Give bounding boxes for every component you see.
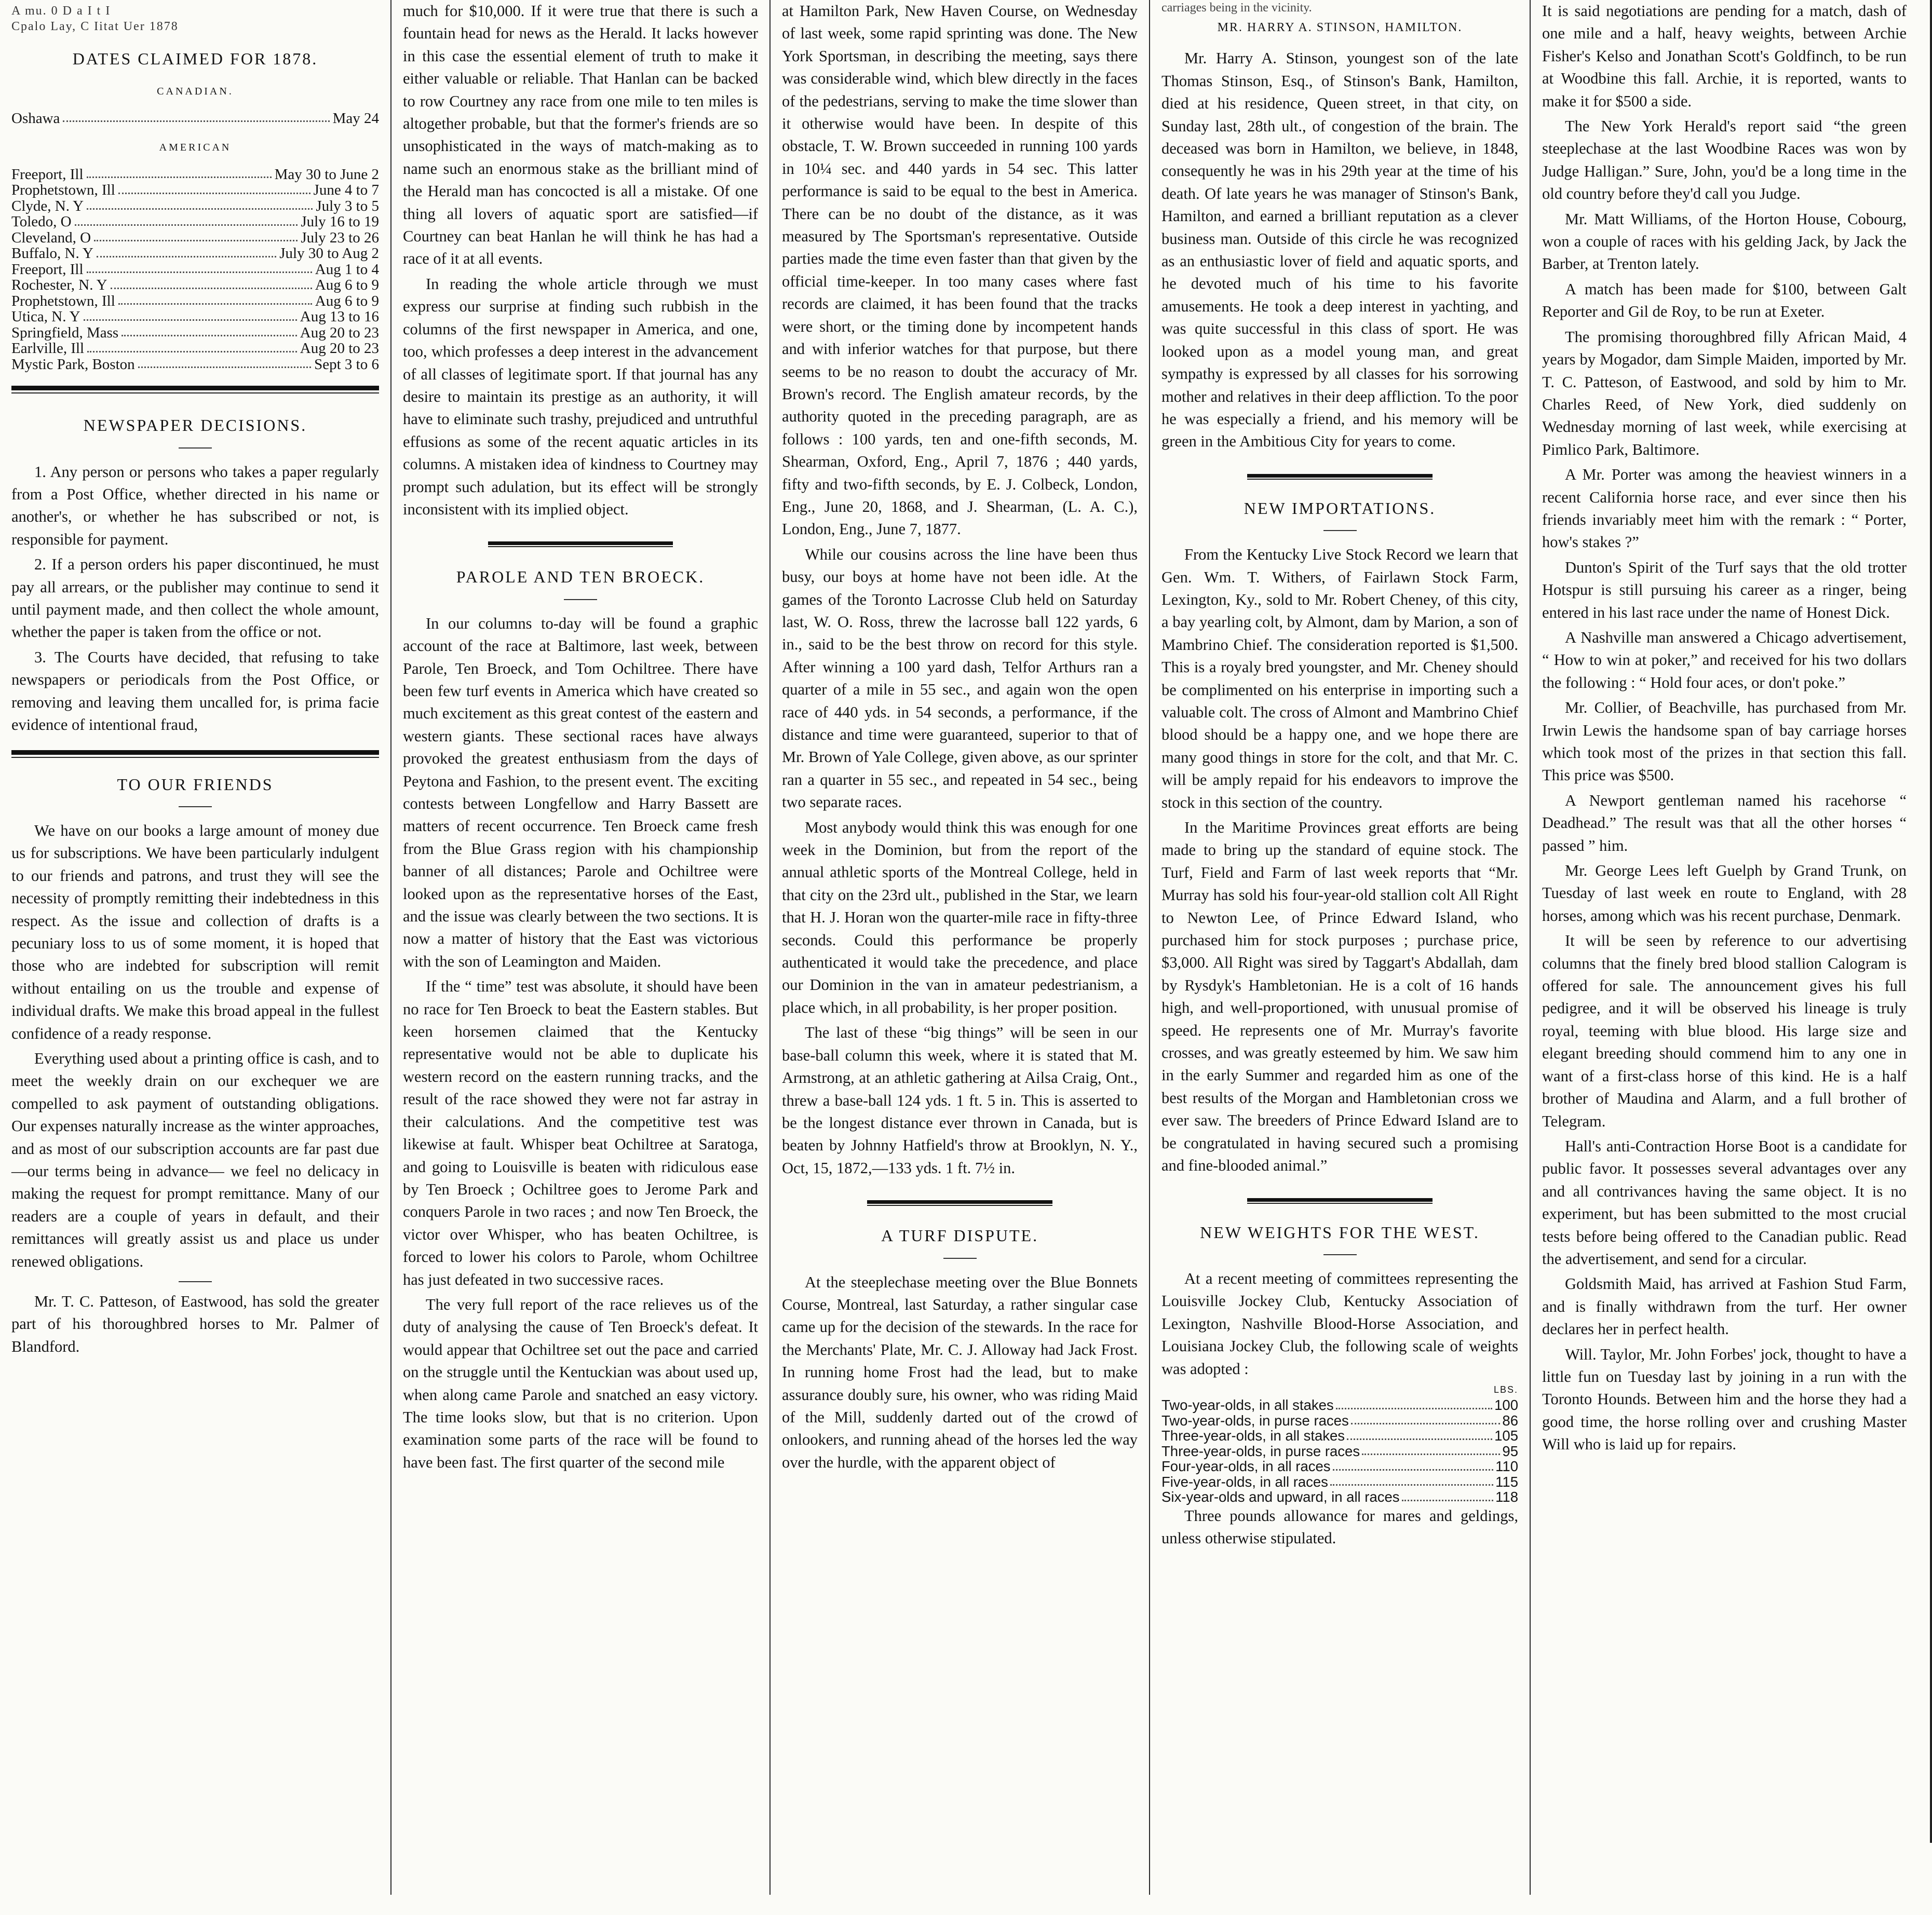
date-range: Aug 20 to 23: [300, 340, 379, 357]
date-place: Toledo, O: [11, 213, 72, 230]
date-range: Aug 6 to 9: [315, 292, 379, 309]
date-place: Utica, N. Y: [11, 308, 80, 325]
dot-leader: [118, 182, 310, 194]
importations-heading: NEW IMPORTATIONS.: [1244, 498, 1436, 518]
column-5: [1531, 0, 1918, 1915]
item-dash: [179, 1281, 212, 1282]
news-item: Mr. Collier, of Beachville, has purchased from Mr. Irwin Lewis the handsome span of bay carriage horses which took most of the prizes in that section this fall. This price was $500.: [1542, 699, 1907, 784]
weights-table: [1161, 1382, 1518, 1505]
date-place: Prophetstown, Ill: [11, 292, 115, 309]
weight-row: [1161, 1444, 1518, 1459]
weight-class: Four-year-olds, in all races: [1161, 1458, 1331, 1475]
section-rule: [488, 541, 673, 545]
news-item: A Mr. Porter was among the heaviest winners in a recent California horse race, and ever since then his friends invariably meet him with the remark : “ Porter, how's stakes ?”: [1542, 466, 1907, 551]
news-item: The New York Herald's report said “the green steeplechase at the last Woodbine Races was won by Judge Halligan.” Sure, John, you'd be a long time in the old country before they'd call you Judge.: [1542, 117, 1907, 203]
date-place: Clyde, N. Y: [11, 197, 84, 214]
date-entry: [11, 230, 379, 246]
date-range: Aug 1 to 4: [315, 261, 379, 278]
weight-class: Two-year-olds, in purse races: [1161, 1412, 1349, 1429]
dot-leader: [138, 357, 311, 369]
date-range: July 16 to 19: [301, 213, 379, 230]
heading-dash: [943, 1258, 977, 1259]
news-item: It will be seen by reference to our advertising columns that the finely bred blood stallion Calogram is offered for sale. The announcement gives his full pedigree, and it will be observed his lineage is truly royal, teeming with blue blood. His large size and elegant breeding should commend him to any one in want of a first-class horse of this kind. He is a half brother of Maudina and Alarm, and a full brother of Telegram.: [1542, 932, 1907, 1130]
date-entry: [11, 111, 379, 127]
date-entry: [11, 357, 379, 373]
news-item: A Nashville man answered a Chicago advertisement, “ How to win at poker,” and received for his two dollars the following : “ Hold four aces, or don't poke.”: [1542, 628, 1907, 691]
news-item: Hall's anti-Contraction Horse Boot is a candidate for public favor. It possesses several advantages over any and all contrivances having the same object. It is no experiment, but has been submitted to the most crucial tests before being offered to the Canadian public. Read the advertisement, and send for a circular.: [1542, 1137, 1907, 1268]
stinson-byline: MR. HARRY A. STINSON, HAMILTON.: [1217, 21, 1463, 34]
news-item: A match has been made for $100, between Galt Reporter and Gil de Roy, to be run at Exeter.: [1542, 280, 1907, 321]
dot-leader: [75, 214, 298, 226]
weight-value: 110: [1495, 1458, 1518, 1475]
herald-paragraph: much for $10,000. If it were true that there is such a fountain head for news as the Herald. It lacks however in this case the essential element of truth to make it either valuable or reliable. That Hanlan can be backed to row Courtney any race from one mile to ten miles is altogether probable, but that the former's friends are so unsophisticated in the ways of match-making as to name such an enormous stake as the brilliant mind of the Herald man has concocted is all a mistake. Of one thing all lovers of aquatic sport are satisfied—if Courtney can beat Hanlan he will think he has had a race of it at all events.: [403, 2, 758, 268]
date-place: Rochester, N. Y: [11, 277, 107, 294]
masthead-line: A mu. 0 D a I t I: [11, 4, 111, 18]
parole-paragraph: If the “ time” test was absolute, it should have been no race for Ten Broeck to beat the Eastern stables. But keen horsemen claimed that the Kentucky representative would not be able to duplicate his western record on the eastern running tracks, and the result of the race showed they were not far astray in their calculations. And the competitive test was likewise at fault. Whisper beat Ochiltree at Saratoga, and going to Louisville is beaten with ridiculous ease by Ten Broeck ; Ochiltree goes to Jerome Park and conquers Parole in two races ; and now Ten Broeck, the victor over Whisper, who has beaten Ochiltree, is forced to lower his colors to Parole, whom Ochiltree has just defeated in two successive races.: [403, 977, 758, 1288]
date-place: Prophetstown, Ill: [11, 182, 115, 199]
date-entry: [11, 246, 379, 262]
friends-paragraph: Everything used about a printing office is cash, and to meet the weekly drain on our exchequer we are compelled to ask payment of outstanding obligations. Our expenses naturally increase as the winter approaches, and as most of our subscription accounts are far past due —our terms being in advance— we feel no delicacy in making the request for prompt remittance. Many of our readers are a couple of years in default, and their remittances will greatly assist us and place us under renewed obligations.: [11, 1049, 379, 1270]
news-item: It is said negotiations are pending for a match, dash of one mile and a half, heavy weights, between Archie Fisher's Kelso and Jonathan Scott's Goldfinch, to be run at Woodbine this fall. Archie, it is reported, wants to make it for $500 a side.: [1542, 2, 1907, 110]
section-rule: [11, 386, 379, 390]
heading-dash: [179, 806, 212, 807]
dot-leader: [111, 277, 312, 289]
column-2: [391, 0, 769, 1915]
heading-dash: [1323, 1254, 1357, 1255]
heading-dash: [564, 599, 597, 600]
date-range: Sept 3 to 6: [314, 356, 379, 373]
dot-leader: [63, 111, 329, 123]
date-range: May 24: [332, 110, 379, 127]
dot-leader: [87, 262, 312, 274]
section-rule: [1247, 1203, 1433, 1204]
weight-value: 115: [1495, 1473, 1518, 1490]
dot-leader: [1347, 1428, 1492, 1440]
date-place: Springfield, Mass: [11, 324, 119, 341]
weights-heading: NEW WEIGHTS FOR THE WEST.: [1200, 1223, 1480, 1242]
section-rule: [1247, 479, 1433, 480]
section-rule: [488, 546, 673, 547]
section-rule: [11, 757, 379, 758]
date-entry: [11, 325, 379, 341]
date-place: Oshawa: [11, 110, 60, 127]
weight-row: [1161, 1459, 1518, 1474]
dot-leader: [1330, 1474, 1493, 1486]
sprint-paragraph: While our cousins across the line have been thus busy, our boys at home have not been idle. At the games of the Toronto Lacrosse Club held on Saturday last, W. O. Ross, threw the lacrosse ball 122 yards, 6 in., said to be the best throw on record for this style. After winning a 100 yard dash, Telfor Arthurs ran a quarter of a mile in 55 sec., and again won the open race of 440 yds. in 54 seconds, a performance, if the distance and time were guaranteed, superior to that of Mr. Brown of Yale College, given above, as our sprinter ran a quarter in 55 sec., and repeated in 54 sec., being two separate races.: [782, 545, 1138, 811]
date-range: Aug 13 to 16: [300, 308, 379, 325]
dot-leader: [1336, 1397, 1492, 1409]
news-item: Will. Taylor, Mr. John Forbes' jock, thought to have a little fun on Tuesday last by joining in a run with the Toronto Hounds. Between him and the horse they had a good time, the horse rolling over and crushing Master Will who is laid up for repairs.: [1542, 1345, 1907, 1454]
section-rule: [11, 392, 379, 393]
weights-note: Three pounds allowance for mares and geldings, unless otherwise stipulated.: [1161, 1506, 1518, 1547]
date-entry: [11, 309, 379, 325]
weight-value: 95: [1502, 1443, 1518, 1459]
news-item: Mr. George Lees left Guelph by Grand Trunk, on Tuesday of last week en route to England, with 28 horses, among which was his recent purchase, Denmark.: [1542, 862, 1907, 925]
sprint-paragraph: at Hamilton Park, New Haven Course, on Wednesday of last week, some rapid sprinting was done. The New York Sportsman, in describing the meeting, says there was considerable wind, which blew directly in the faces of the pedestrians, serving to make the time slower than it otherwise would have been. In despite of this obstacle, T. W. Brown succeeded in running 100 yards in 10¼ sec. and 440 yards in 54 sec. This latter performance is said to be equal to the best in America. There can be no doubt of the distance, as it was measured by The Sportsman's representative. Outside parties made the time even faster than that given by the official time-keeper. In too many cases where fast records are claimed, it has been found that the tracks were short, or the timing done by incompetent hands and with inferior watches for that purpose, but there seems to be no reason to doubt the accuracy of Mr. Brown's record. The English amateur records, by the authority quoted in the preceding paragraph, are as follows : 100 yards, ten and one-fifth seconds, M. Shearman, Oxford, Eng., April 7, 1876 ; 440 yards, fifty and two-fifth seconds, by E. J. Colbeck, London, Eng., June 20, 1868, and J. Shearman, (L. A. C.), London, Eng., June 7, 1877.: [782, 2, 1138, 538]
column-4: [1150, 0, 1530, 1915]
date-range: May 30 to June 2: [274, 166, 379, 183]
dot-leader: [121, 325, 297, 337]
date-range: Aug 20 to 23: [300, 324, 379, 341]
column-1: [0, 0, 390, 1915]
date-place: Mystic Park, Boston: [11, 356, 135, 373]
weight-value: 118: [1495, 1489, 1518, 1505]
date-place: Buffalo, N. Y: [11, 245, 93, 262]
parole-paragraph: In our columns to-day will be found a graphic account of the race at Baltimore, last week, between Parole, Ten Broeck, and Tom Ochiltree. There have been few turf events in America which have created so much excitement as this great contest of the eastern and western giants. These sectional races have always provoked the greatest enthusiasm from the days of Peytona and Fashion, to the present event. The exciting contests between Longfellow and Harry Bassett are matters of recent occurrence. Ten Broeck came fresh from the Blue Grass region with his championship banner of all distances; Parole and Ochiltree were looked upon as the representative horses of the East, and the issue was clearly between the two sections. It is now a matter of history that the East was victorious with the son of Leamington and Maiden.: [403, 614, 758, 970]
dot-leader: [118, 293, 312, 305]
news-item: Dunton's Spirit of the Turf says that the old trotter Hotspur is still pursuing his career as a ringer, being entered in his last race under the name of Honest Dick.: [1542, 558, 1907, 621]
heading-dash: [179, 447, 212, 449]
section-rule: [867, 1200, 1052, 1204]
dates-claimed-heading: DATES CLAIMED FOR 1878.: [72, 49, 318, 68]
date-entry: [11, 293, 379, 309]
date-entry: [11, 182, 379, 198]
date-entry: [11, 167, 379, 183]
friends-paragraph: We have on our books a large amount of money due us for subscriptions. We have been particularly indulgent to our friends and patrons, and trust they will see the necessity of promptly remitting their indebtedness in this respect. As the issue and collection of drafts is a pecuniary loss to us of some moment, it is hoped that those who are indebted for subscription will remit without entailing on us the trouble and expense of individual drafts. We make this broad appeal in the fullest confidence of a ready response.: [11, 821, 379, 1042]
weight-class: Three-year-olds, in purse races: [1161, 1443, 1360, 1459]
weight-value: 86: [1502, 1412, 1518, 1429]
dot-leader: [87, 198, 313, 210]
carryover-line: carriages being in the vicinity.: [1161, 1, 1312, 15]
canadian-dates: [11, 111, 379, 127]
decision-2: 2. If a person orders his paper discontinued, he must pay all arrears, or the publisher may continue to send it until payment made, and then collect the whole amount, whether the paper is taken from the office or not.: [11, 555, 379, 641]
dispute-paragraph: At the steeplechase meeting over the Blue Bonnets Course, Montreal, last Saturday, a rather singular case came up for the decision of the stewards. In the race for the Merchants' Plate, Mr. C. J. Alloway had Jack Frost. In running home Frost had the lead, but to make assurance doubly sure, his owner, who was riding Maid of the Mill, suddenly darted out of the crowd of onlookers, and running ahead of the horses led the way over the hurdle, with the apparent object of: [782, 1273, 1138, 1471]
date-range: Aug 6 to 9: [315, 277, 379, 294]
dot-leader: [97, 246, 276, 257]
weights-unit: LBS.: [1493, 1384, 1518, 1395]
date-range: June 4 to 7: [313, 182, 379, 199]
section-rule: [11, 750, 379, 755]
column-3: [771, 0, 1149, 1915]
weight-class: Three-year-olds, in all stakes: [1161, 1428, 1345, 1444]
importations-paragraph: From the Kentucky Live Stock Record we learn that Gen. Wm. T. Withers, of Fairlawn Stock Farm, Lexington, Ky., sold to Mr. Robert Cheney, of this city, a bay yearling colt, by Almont, dam by Marion, a son of Mambrino Chief. The consideration reported is $1,500. This is a royaly bred youngster, and Mr. Cheney should be complimented on his enterprise in importing such a valuable colt. The cross of Almont and Mambrino Chief blood should be a happy one, and we hope there are many good things in store for the colt, and that Mr. C. will be amply repaid for his endeavors to improve the stock in this section of the country.: [1161, 546, 1518, 811]
news-item: Mr. Matt Williams, of the Horton House, Cobourg, won a couple of races with his gelding Jack, by Jack the Barber, at Trenton lately.: [1542, 210, 1907, 273]
date-place: Freeport, Ill: [11, 166, 84, 183]
date-entry: [11, 262, 379, 278]
herald-paragraph: In reading the whole article through we must express our surprise at finding such rubbish in the columns of the first newspaper in America, and one, too, which professes a deep interest in the advancement of all classes of legitimate sport. If that journal has any desire to maintain its prestige as an authority, it will have to eliminate such trashy, prejudiced and untruthful effusions as some of the recent aquatic articles in its columns. A mistaken idea of kindness to Courtney may prompt such adulation, but its effect will be strongly inconsistent with its implied object.: [403, 275, 758, 518]
date-place: Cleveland, O: [11, 229, 91, 246]
weight-row: [1161, 1413, 1518, 1429]
american-dates: [11, 167, 379, 373]
date-range: July 30 to Aug 2: [279, 245, 379, 262]
decision-1: 1. Any person or persons who takes a paper regularly from a Post Office, whether directed in his name or another's, or whether he has subscribed or not, is responsible for payment.: [11, 463, 379, 548]
weight-value: 105: [1494, 1428, 1518, 1444]
news-item: A Newport gentleman named his racehorse “ Deadhead.” The result was that all the other horses “ passed ” him.: [1542, 791, 1907, 854]
decision-3: 3. The Courts have decided, that refusing to take newspapers or periodicals from the Post Office, or removing and leaving them uncalled for, is prima facie evidence of intentional fraud,: [11, 648, 379, 734]
date-place: Earlville, Ill: [11, 340, 85, 357]
weight-class: Five-year-olds, in all races: [1161, 1473, 1328, 1490]
parole-heading: PAROLE AND TEN BROECK.: [456, 567, 705, 587]
decisions-heading: NEWSPAPER DECISIONS.: [83, 416, 307, 435]
masthead: [11, 3, 379, 34]
date-range: July 23 to 26: [301, 229, 379, 246]
dot-leader: [84, 309, 297, 321]
dot-leader: [1402, 1489, 1494, 1501]
section-rule: [1247, 474, 1433, 478]
date-entry: [11, 277, 379, 293]
weights-rows: [1161, 1397, 1518, 1505]
weight-row: [1161, 1397, 1518, 1413]
dot-leader: [1351, 1413, 1501, 1425]
dot-leader: [1362, 1444, 1500, 1456]
section-rule: [1247, 1198, 1433, 1202]
page-edge-rule: [1930, 0, 1932, 1843]
masthead-line: Cpalo Lay, C Iitat Uer 1878: [11, 20, 179, 33]
weight-class: Two-year-olds, in all stakes: [1161, 1397, 1334, 1414]
date-entry: [11, 214, 379, 230]
date-entry: [11, 198, 379, 214]
news-items: [1542, 0, 1907, 1456]
canadian-label: CANADIAN.: [157, 86, 234, 98]
weight-value: 100: [1494, 1397, 1518, 1414]
dot-leader: [87, 167, 272, 179]
dot-leader: [87, 341, 297, 352]
dot-leader: [1333, 1459, 1494, 1471]
weights-intro: At a recent meeting of committees representing the Louisville Jockey Club, Kentucky Association of Lexington, Nashville Blood-Horse Association, and Louisiana Jockey Club, the following scale of weights was adopted :: [1161, 1269, 1518, 1378]
news-item: The promising thoroughbred filly African Maid, 4 years by Mogador, dam Simple Maiden, imported by Mr. T. C. Patteson, of Eastwood, and sold by him to Mr. Charles Reed, of New York, died suddenly on Wednesday morning of last week, while exercising at Pimlico Park, Baltimore.: [1542, 328, 1907, 458]
heading-dash: [1323, 530, 1357, 531]
turf-dispute-heading: A TURF DISPUTE.: [881, 1226, 1039, 1245]
dot-leader: [94, 230, 298, 242]
date-range: July 3 to 5: [316, 197, 379, 214]
section-rule: [867, 1205, 1052, 1206]
parole-paragraph: The very full report of the race relieves us of the duty of analysing the cause of Ten Broeck's defeat. It would appear that Ochiltree set out the pace and carried on the struggle until the Kentuckian was about used up, when along came Parole and snatched an easy victory. The time looks slow, but that is no criterion. Upon examination some parts of the race will be found to have been fast. The first quarter of the second mile: [403, 1295, 758, 1471]
sprint-paragraph: Most anybody would think this was enough for one week in the Dominion, but from the report of the annual athletic sports of the Montreal College, held in that city on the 23rd ult., published in the Star, we learn that H. J. Horan won the quarter-mile race in fifty-three seconds. Could this performance be properly authenticated it would take the precedence, and place our Dominion in the van in amateur pedestrianism, a place which, in all probability, is her proper position.: [782, 818, 1138, 1016]
weight-row: [1161, 1489, 1518, 1505]
sprint-paragraph: The last of these “big things” will be seen in our base-ball column this week, where it is stated that M. Armstrong, at an athletic gathering at Ailsa Craig, Ont., threw a base-ball 124 yds. 1 ft. 5 in. This is asserted to be the longest distance ever thrown in Canada, but is beaten by Johnny Hatfield's throw at Brooklyn, N. Y., Oct, 15, 1872,—133 yds. 1 ft. 7½ in.: [782, 1024, 1138, 1177]
american-label: AMERICAN: [159, 142, 232, 154]
friends-heading: TO OUR FRIENDS: [117, 775, 274, 794]
patteson-item: Mr. T. C. Patteson, of Eastwood, has sold the greater part of his thoroughbred horses to Mr. Palmer of Blandford.: [11, 1293, 379, 1355]
weight-class: Six-year-olds and upward, in all races: [1161, 1489, 1400, 1505]
date-place: Freeport, Ill: [11, 261, 84, 278]
stinson-paragraph: Mr. Harry A. Stinson, youngest son of the late Thomas Stinson, Esq., of Stinson's Bank, Hamilton, died at his residence, Queen street, in that city, on Sunday last, 28th ult., of congestion of the brain. The deceased was born in Hamilton, we believe, in 1848, consequently he was in his 29th year at the time of his death. Of late years he was manager of Stinson's Bank, Hamilton, and earned a brilliant reputation as a clever business man. Outside of this circle he was recognized as an enthusiastic lover of field and aquatic sports, and he devoted much of his time to his favorite amusements. He took a deep interest in yachting, and was quite successful in this class of sport. He was looked upon as a model young man, and great sympathy is expressed by all classes for his sorrowing mother and relatives in their deep affliction. To the poor he was especially a friend, and his memory will be green in the Ambitious City for years to come.: [1161, 49, 1518, 451]
weight-row: [1161, 1428, 1518, 1444]
date-entry: [11, 341, 379, 357]
news-item: Goldsmith Maid, has arrived at Fashion Stud Farm, and is finally withdrawn from the turf. Her owner declares her in perfect health.: [1542, 1275, 1907, 1338]
importations-paragraph: In the Maritime Provinces great efforts are being made to bring up the standard of equine stock. The Turf, Field and Farm of last week reports that “Mr. Murray has sold his four-year-old stallion colt All Right to Newton Lee, of Prince Edward Island, who purchased him for stock purposes ; purchase price, $3,000. All Right was sired by Taggart's Abdallah, dam by Rysdyk's Hambletonian. He is a colt of 16 hands high, and well-proportioned, with unusual promise of speed. He represents one of Mr. Murray's favorite crosses, and was greatly esteemed by him. We saw him in the early Summer and regarded him as one of the best results of the Morgan and Hambletonian cross we ever saw. The breeders of Prince Edward Island are to be congratulated in having secured such a promising and fine-blooded animal.”: [1161, 819, 1518, 1175]
weight-row: [1161, 1474, 1518, 1490]
